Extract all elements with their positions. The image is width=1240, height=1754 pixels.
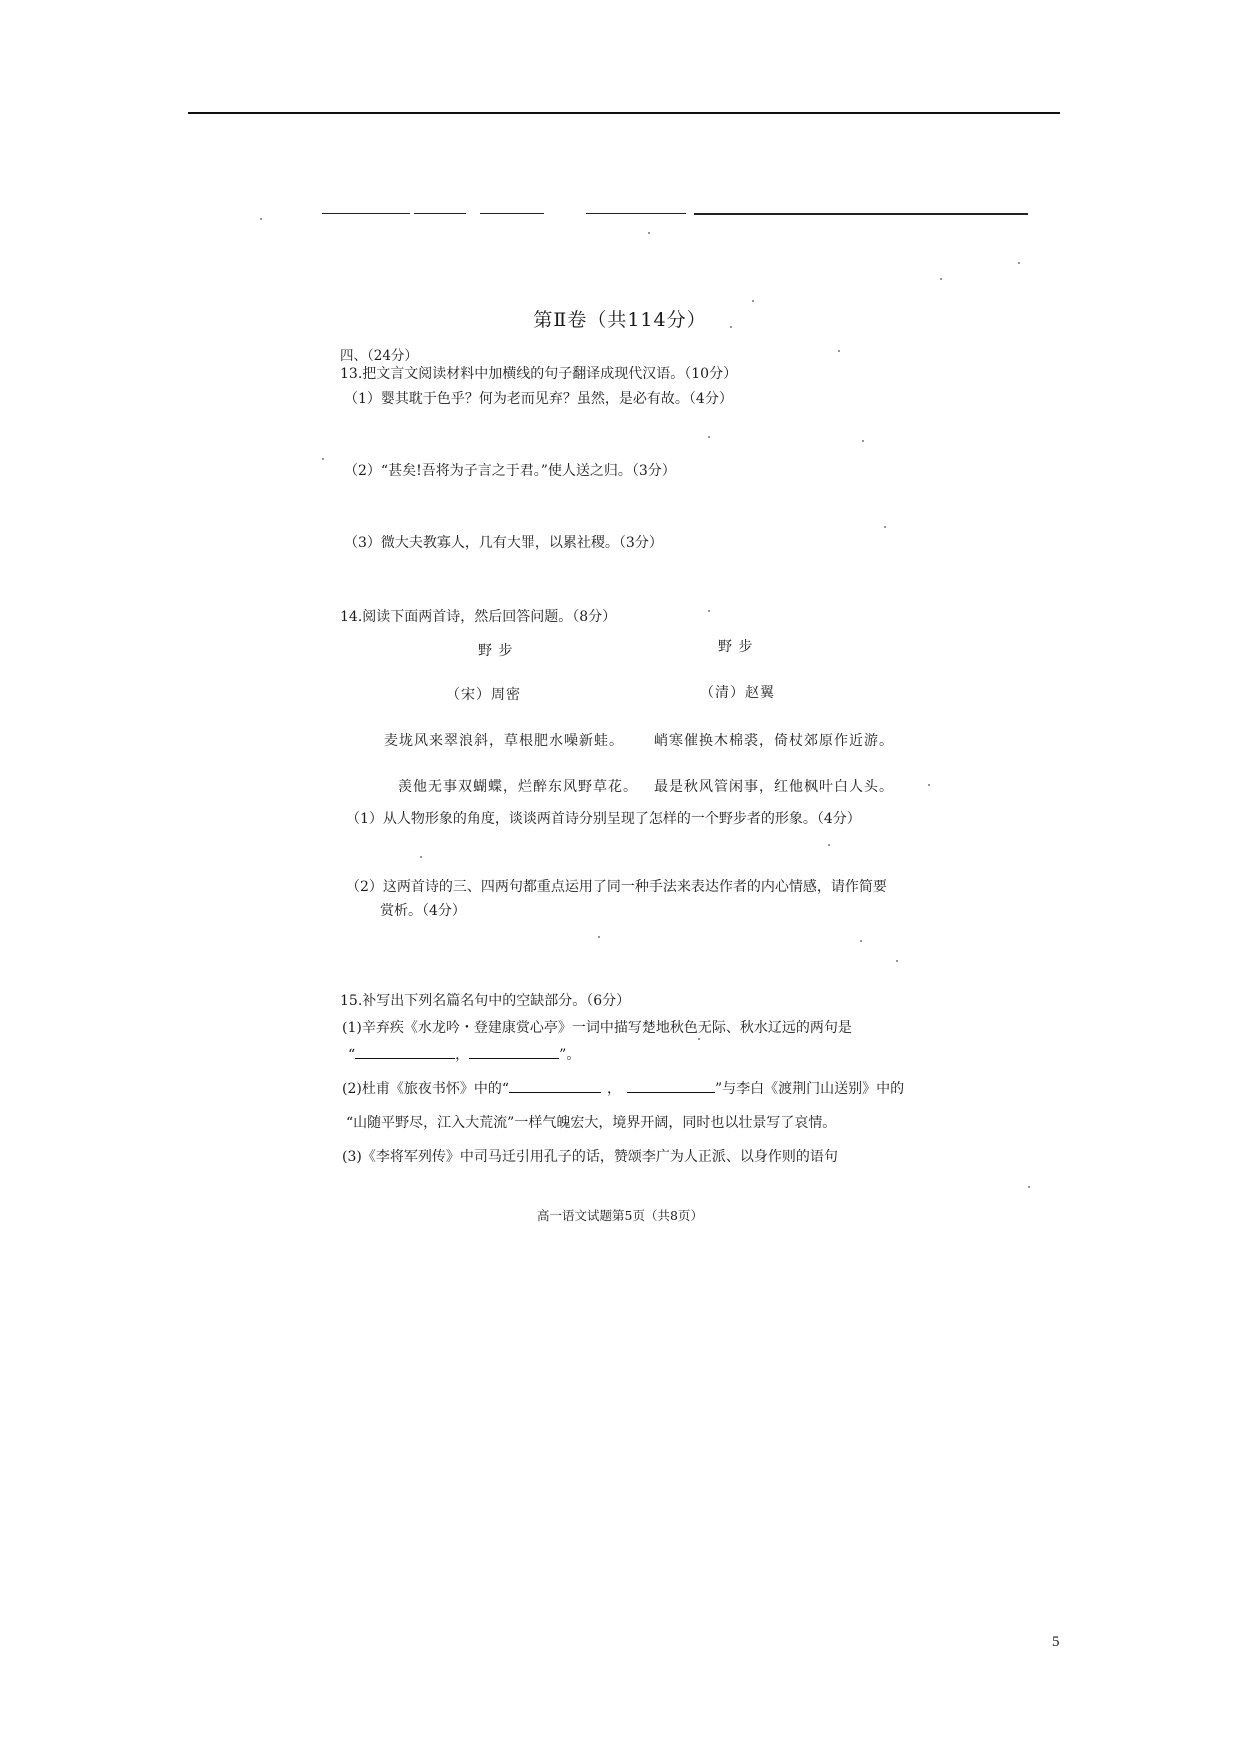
q14-sub-1: （1）从人物形象的角度，谈谈两首诗分别呈现了怎样的一个野步者的形象。（4分） xyxy=(346,811,861,827)
close-quote: ”。 xyxy=(559,1047,581,1063)
scan-line xyxy=(322,213,410,214)
answer-blank[interactable] xyxy=(627,1080,715,1093)
scan-speck xyxy=(860,940,862,942)
scan-speck xyxy=(260,218,262,220)
section-title: 第Ⅱ卷（共114分） xyxy=(533,309,707,331)
scan-speck xyxy=(896,960,898,962)
poem2-line-1: 峭寒催换木棉裘，倚杖郊原作近游。 xyxy=(654,733,894,749)
poem2-title: 野 步 xyxy=(718,639,754,655)
scan-speck xyxy=(1028,1186,1030,1188)
q15-item-1-blanks xyxy=(348,1044,580,1064)
q15-item-2-line-1 xyxy=(342,1078,904,1098)
part-heading: 四、（24分） xyxy=(340,348,418,364)
q15-item-2-suffix: ”与李白《渡荆门山送别》中的 xyxy=(715,1081,905,1097)
scan-speck xyxy=(708,610,710,612)
q13-item-2: （2）“甚矣!吾将为子言之于君。”使人送之归。（3分） xyxy=(344,463,676,479)
scan-speck xyxy=(884,526,886,528)
q13-stem: 13.把文言文阅读材料中加横线的句子翻译成现代汉语。（10分） xyxy=(340,366,738,382)
q14-sub-2-line-1: （2）这两首诗的三、四两句都重点运用了同一种手法来表达作者的内心情感，请作简要 xyxy=(346,879,887,895)
poem2-line-2: 最是秋风管闲事，红他枫叶白人头。 xyxy=(654,779,894,795)
page-footer: 高一语文试题第5页（共8页） xyxy=(537,1208,703,1223)
comma: ， xyxy=(607,1081,621,1097)
scan-speck xyxy=(752,300,754,302)
q15-item-2-prefix: (2)杜甫《旅夜书怀》中的“ xyxy=(342,1081,509,1097)
q14-stem: 14.阅读下面两首诗，然后回答问题。（8分） xyxy=(340,609,617,625)
poem1-author: （宋）周密 xyxy=(446,687,521,703)
page-number: 5 xyxy=(1052,1634,1060,1650)
answer-blank[interactable] xyxy=(469,1046,559,1059)
scan-line xyxy=(480,213,544,214)
scan-speck xyxy=(708,436,710,438)
scan-line xyxy=(586,213,686,214)
scan-speck xyxy=(828,844,830,846)
q15-stem: 15.补写出下列名篇名句中的空缺部分。（6分） xyxy=(340,993,631,1009)
poem1-line-2: 羡他无事双蝴蝶，烂醉东风野草花。 xyxy=(398,779,638,795)
poem1-line-1: 麦垅风来翠浪斜，草根肥水噪新蛙。 xyxy=(384,733,624,749)
scan-speck xyxy=(862,440,864,442)
poem1-title: 野 步 xyxy=(478,643,514,659)
top-rule xyxy=(188,112,1060,114)
scan-speck xyxy=(928,784,930,786)
comma: ， xyxy=(455,1047,470,1063)
q15-item-1-line-1: (1)辛弃疾《水龙吟・登建康赏心亭》一词中描写楚地秋色无际、秋水辽远的两句是 xyxy=(342,1020,852,1036)
q15-item-3: (3)《李将军列传》中司马迁引用孔子的话，赞颂李广为人正派、以身作则的语句 xyxy=(342,1149,838,1165)
scan-speck xyxy=(838,350,840,352)
open-quote: “ xyxy=(348,1047,356,1063)
scan-speck xyxy=(420,856,422,858)
scan-line xyxy=(414,213,466,214)
q15-item-2-line-2: “山随平野尽，江入大荒流”一样气魄宏大，境界开阔，同时也以壮景写了哀情。 xyxy=(346,1115,837,1131)
q13-item-3: （3）微大夫教寡人，几有大罪，以累社稷。（3分） xyxy=(344,535,663,551)
poem2-author: （清）赵翼 xyxy=(700,685,775,701)
q13-item-1: （1）婴其耽于色乎？何为老而见弃？虽然，是必有故。（4分） xyxy=(344,391,733,407)
scan-speck xyxy=(648,232,650,234)
scan-speck xyxy=(940,278,942,280)
answer-blank[interactable] xyxy=(355,1046,455,1059)
scan-speck xyxy=(598,936,600,938)
scan-speck xyxy=(698,1038,700,1040)
answer-blank[interactable] xyxy=(509,1080,601,1093)
scan-line xyxy=(694,213,1028,215)
scan-speck xyxy=(1018,262,1020,264)
q14-sub-2-line-2: 赏析。（4分） xyxy=(380,903,466,919)
scan-speck xyxy=(322,458,324,460)
